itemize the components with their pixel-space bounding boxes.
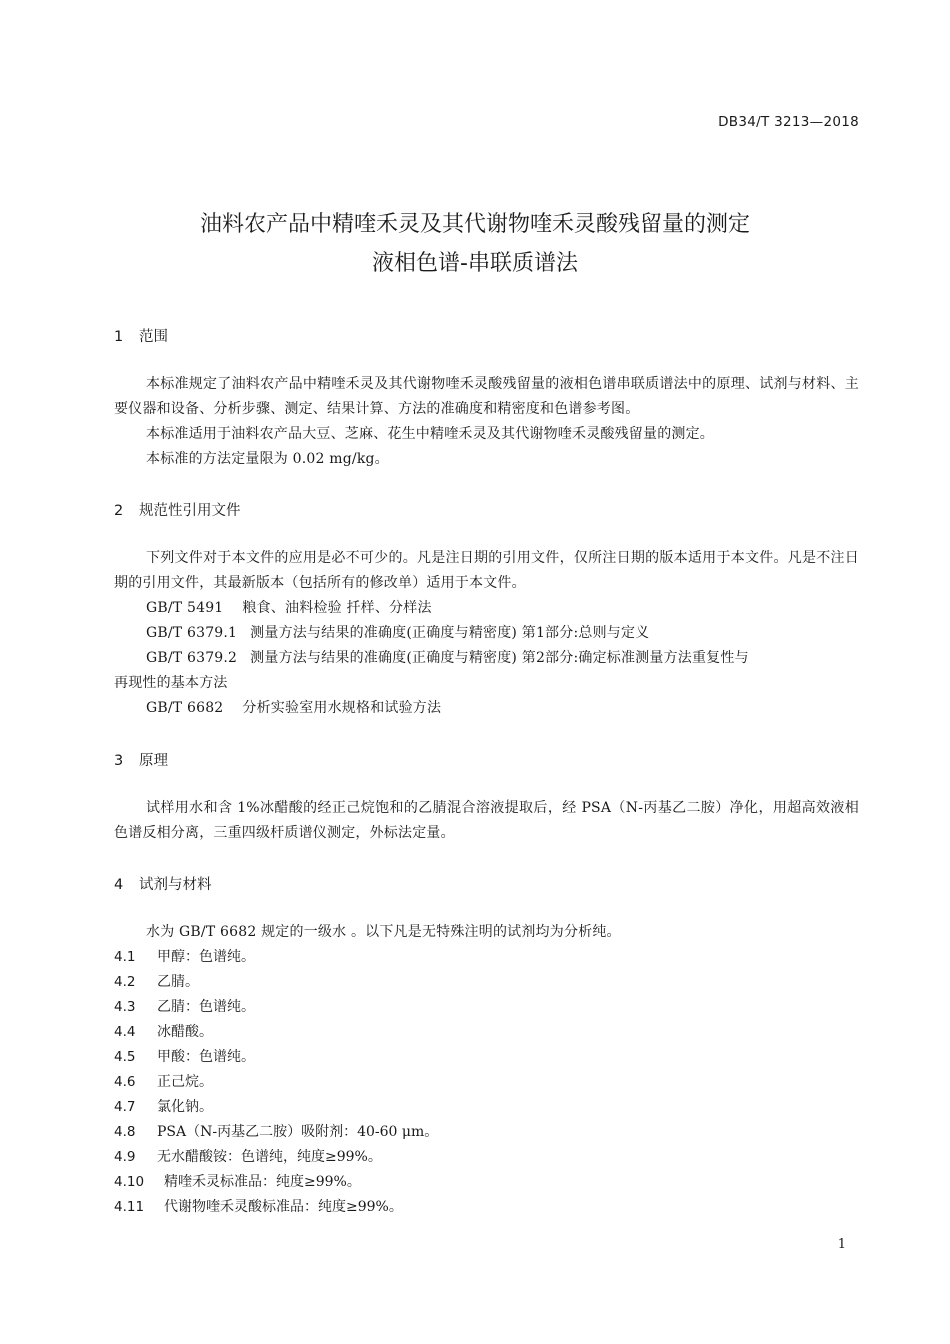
item-number: 4.3 [114,999,136,1015]
item-number: 4.4 [114,1024,136,1040]
list-item [114,1171,361,1191]
item-number: 4.5 [114,1049,136,1065]
section-title: 原理 [139,753,168,769]
reference-code: GB/T 6682 [146,700,224,716]
reference-code: GB/T 6379.1 [146,625,238,641]
list-item [114,946,255,966]
document-title-line1: 油料农产品中精喹禾灵及其代谢物喹禾灵酸残留量的测定 [199,212,750,237]
item-number: 4.11 [114,1199,145,1215]
standard-code: DB34/T 3213—2018 [718,114,859,130]
item-text: 甲醇：色谱纯。 [157,949,255,965]
list-item [114,1196,403,1216]
item-text: 冰醋酸。 [157,1024,213,1040]
item-number: 4.2 [114,974,136,990]
section-2-paragraph-1: 下列文件对于本文件的应用是必不可少的。凡是注日期的引用文件，仅所注日期的版本适用于本文件。凡是不注日期的引用文件，其最新版本（包括所有的修改单）适用于本文件。 [114,550,859,591]
section-3-paragraph-1: 试样用水和含 1%冰醋酸的经正己烷饱和的乙腈混合溶液提取后，经 PSA（N-丙基乙二胺）净化，用超高效液相色谱反相分离，三重四级杆质谱仪测定，外标法定量。 [114,800,859,841]
item-number: 4.9 [114,1149,136,1165]
item-text: 甲酸：色谱纯。 [157,1049,255,1065]
section-title: 规范性引用文件 [139,503,241,519]
section-1-heading [114,325,168,346]
item-number: 4.7 [114,1099,136,1115]
reference-item [146,697,441,717]
reference-code: GB/T 6379.2 [146,650,238,666]
page-number: 1 [837,1237,846,1252]
section-4-heading [114,873,212,894]
section-number: 3 [114,753,124,769]
list-item [114,996,255,1016]
section-number: 1 [114,329,124,345]
item-text: 代谢物喹禾灵酸标准品：纯度≥99%。 [164,1199,403,1215]
item-text: 氯化钠。 [157,1099,213,1115]
item-text: PSA（N-丙基乙二胺）吸附剂：40-60 μm。 [157,1124,439,1140]
list-item [114,1146,382,1166]
list-item [114,1071,213,1091]
item-number: 4.8 [114,1124,136,1140]
section-title: 范围 [139,329,168,345]
section-1-paragraph-3: 本标准的方法定量限为 0.02 mg/kg。 [146,451,389,467]
list-item [114,1121,438,1141]
list-item [114,971,199,991]
item-number: 4.10 [114,1174,145,1190]
reference-item [146,647,749,667]
reference-code: GB/T 5491 [146,600,224,616]
section-1-paragraph-2: 本标准适用于油料农产品大豆、芝麻、花生中精喹禾灵及其代谢物喹禾灵酸残留量的测定。 [146,426,714,442]
reference-title: 分析实验室用水规格和试验方法 [242,700,442,716]
item-text: 精喹禾灵标准品：纯度≥99%。 [164,1174,361,1190]
section-number: 2 [114,503,124,519]
reference-item [146,597,432,617]
item-number: 4.1 [114,949,136,965]
list-item [114,1021,213,1041]
item-text: 无水醋酸铵：色谱纯，纯度≥99%。 [157,1149,382,1165]
item-number: 4.6 [114,1074,136,1090]
list-item [114,1046,255,1066]
reference-title-continued: 再现性的基本方法 [114,675,228,691]
section-3-heading [114,749,168,770]
reference-title: 测量方法与结果的准确度(正确度与精密度) 第1部分:总则与定义 [250,625,650,641]
section-title: 试剂与材料 [139,877,212,893]
item-text: 乙腈：色谱纯。 [157,999,255,1015]
list-item [114,1096,213,1116]
section-2-heading [114,499,241,520]
section-1-paragraph-1: 本标准规定了油料农产品中精喹禾灵及其代谢物喹禾灵酸残留量的液相色谱串联质谱法中的原理、试剂与材料、主要仪器和设备、分析步骤、测定、结果计算、方法的准确度和精密度和色谱参考图。 [114,376,859,417]
section-4-paragraph-1: 水为 GB/T 6682 规定的一级水 。以下凡是无特殊注明的试剂均为分析纯。 [146,924,621,940]
reference-title: 测量方法与结果的准确度(正确度与精密度) 第2部分:确定标准测量方法重复性与 [250,650,749,666]
document-title-line2: 液相色谱-串联质谱法 [372,251,578,276]
section-number: 4 [114,877,124,893]
item-text: 乙腈。 [157,974,199,990]
item-text: 正己烷。 [157,1074,213,1090]
reference-title: 粮食、油料检验 扦样、分样法 [242,600,432,616]
reference-item [146,622,649,642]
